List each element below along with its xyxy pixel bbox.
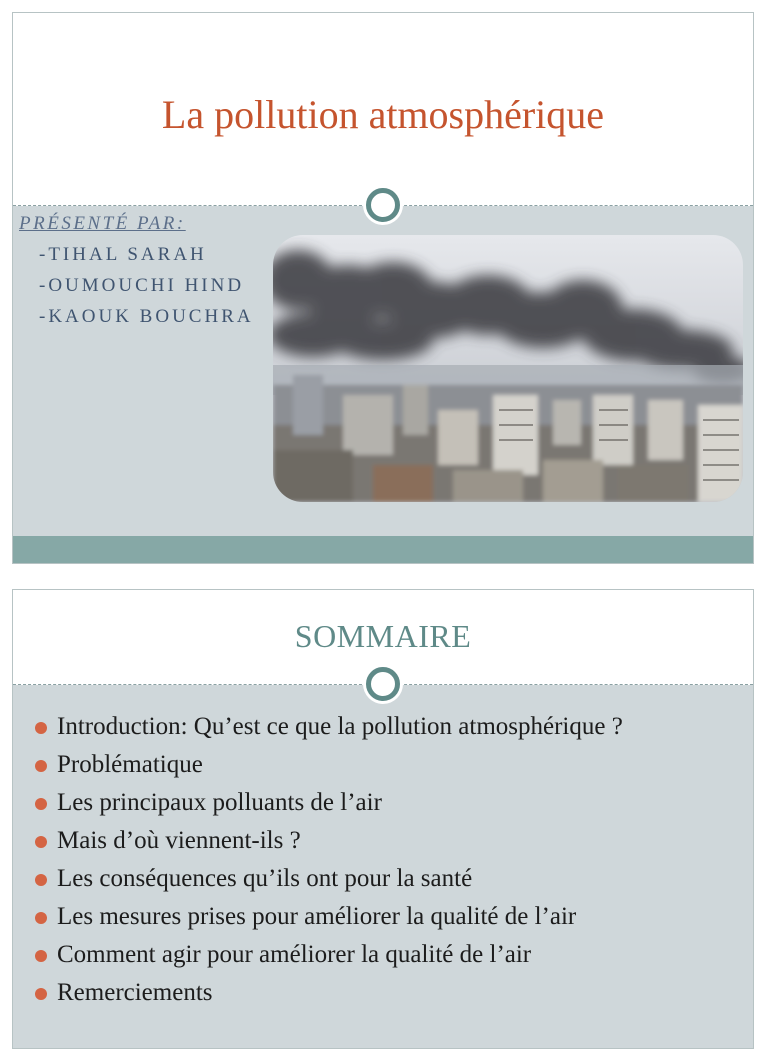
list-item xyxy=(31,711,741,743)
list-item-text: Les principaux polluants de l’air xyxy=(57,789,382,816)
slide-title: SOMMAIRE xyxy=(294,618,472,654)
city-smoke-photo xyxy=(273,235,743,502)
list-item-text: Problématique xyxy=(57,751,203,778)
divider-ring-icon xyxy=(366,667,400,701)
list-item-text: Les conséquences qu’ils ont pour la santé xyxy=(57,865,473,892)
bullet-icon xyxy=(35,912,47,924)
list-item xyxy=(31,787,741,819)
list-item xyxy=(31,901,741,933)
bullet-icon xyxy=(35,798,47,810)
presenter-3: -KAOUK BOUCHRA xyxy=(39,306,254,327)
list-item xyxy=(31,939,741,971)
bullet-icon xyxy=(35,836,47,848)
sommaire-list xyxy=(31,711,741,1015)
bullet-icon xyxy=(35,874,47,886)
presenter-1: -TIHAL SARAH xyxy=(39,244,207,265)
presenter-2: -OUMOUCHI HIND xyxy=(39,275,245,296)
bullet-icon xyxy=(35,950,47,962)
bullet-icon xyxy=(35,988,47,1000)
list-item xyxy=(31,749,741,781)
divider-ring-icon xyxy=(366,188,400,222)
list-item-text: Les mesures prises pour améliorer la qualité de l’air xyxy=(57,903,577,930)
list-item-text: Comment agir pour améliorer la qualité de l’air xyxy=(57,941,532,968)
list-item-text: Introduction: Qu’est ce que la pollution atmosphérique ? xyxy=(57,713,623,740)
list-item xyxy=(31,863,741,895)
title-slide xyxy=(12,12,754,564)
sommaire-slide xyxy=(12,589,754,1049)
list-item xyxy=(31,977,741,1009)
title-area xyxy=(13,13,753,206)
presented-by-label: PRÉSENTÉ PAR: xyxy=(19,213,186,234)
footer-bar xyxy=(13,536,753,563)
list-item-text: Mais d’où viennent-ils ? xyxy=(57,827,301,854)
city-smoke-image xyxy=(273,235,743,502)
slide-title: La pollution atmosphérique xyxy=(161,92,605,137)
list-item-text: Remerciements xyxy=(57,979,213,1006)
bullet-icon xyxy=(35,722,47,734)
list-item xyxy=(31,825,741,857)
bullet-icon xyxy=(35,760,47,772)
